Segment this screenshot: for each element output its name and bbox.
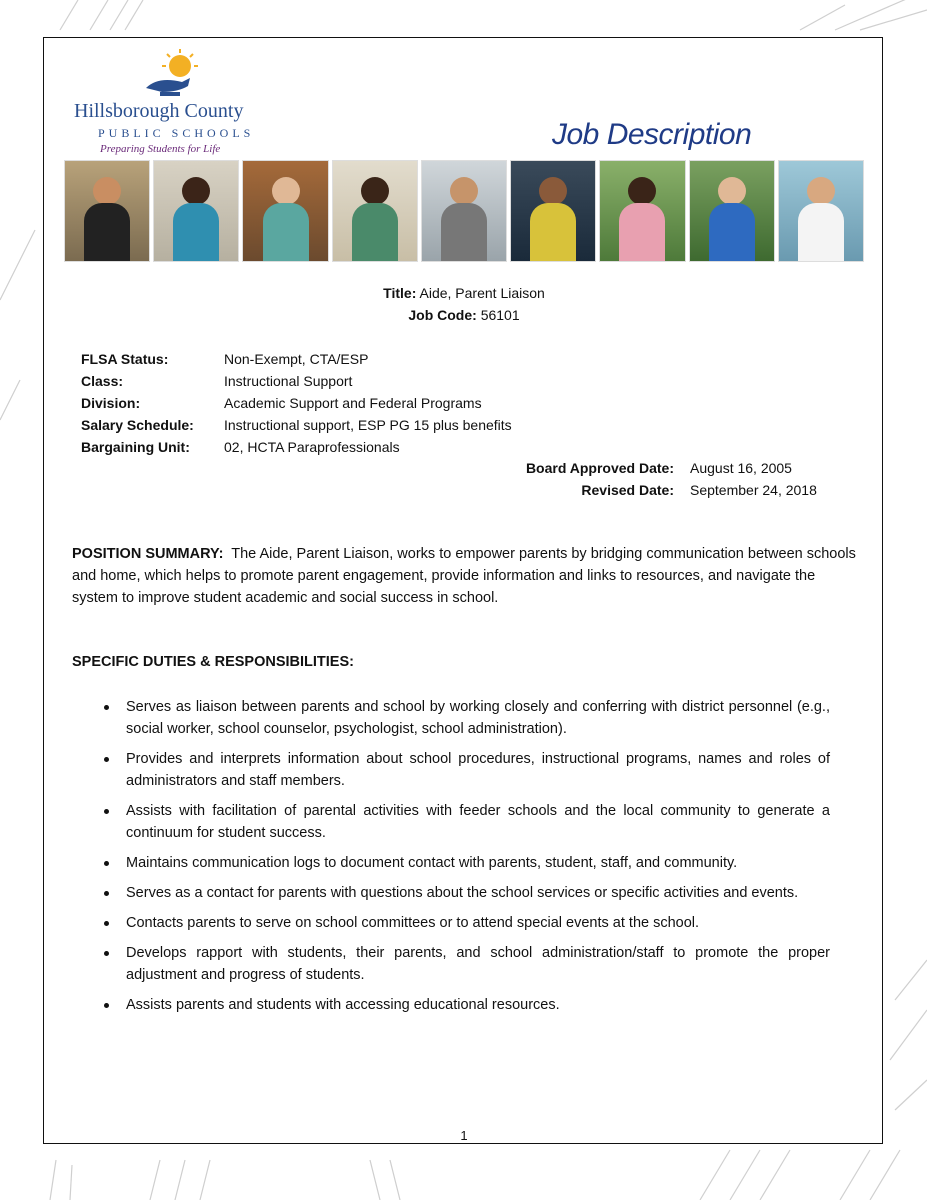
info-value: Instructional Support — [224, 373, 353, 389]
duty-text: Assists parents and students with accessing educational resources. — [126, 997, 560, 1013]
list-item — [104, 696, 830, 740]
duty-text: Maintains communication logs to document contact with parents, student, staff, and community. — [126, 855, 738, 871]
duty-text: Serves as a contact for parents with questions about the school services or specific activities and events. — [126, 885, 799, 901]
info-label: Bargaining Unit: — [81, 439, 190, 455]
lamp-icon — [138, 48, 208, 98]
staff-photo — [153, 160, 239, 262]
dates-block — [464, 457, 817, 501]
date-label: Board Approved Date: — [525, 460, 674, 476]
duty-text: Develops rapport with students, their parents, and school administration/staff to promote the proper adjustment and progress of students. — [126, 945, 830, 983]
duty-text: Serves as liaison between parents and school by working closely and conferring with district personnel (e.g., social worker, school counselor, psychologist, school administration). — [126, 699, 830, 737]
list-item — [104, 852, 830, 874]
job-title-label: Title: — [383, 285, 417, 301]
district-logo — [68, 48, 278, 158]
info-row-bargaining — [81, 436, 512, 458]
org-subtitle: PUBLIC SCHOOLS — [98, 126, 255, 140]
date-value: August 16, 2005 — [690, 460, 792, 476]
staff-photo — [689, 160, 775, 262]
job-info-table — [81, 348, 512, 458]
page-number: 1 — [460, 1128, 468, 1143]
document-page — [43, 37, 883, 1144]
staff-photo — [778, 160, 864, 262]
bullet-icon — [104, 1003, 109, 1008]
list-item — [104, 942, 830, 986]
staff-photo — [421, 160, 507, 262]
info-label: Class: — [81, 373, 124, 389]
job-title-line — [44, 285, 884, 301]
bullet-icon — [104, 757, 109, 762]
date-label: Revised Date: — [581, 482, 674, 498]
duty-text: Contacts parents to serve on school committees or to attend special events at the school. — [126, 915, 700, 931]
org-tagline: Preparing Students for Life — [100, 143, 221, 155]
list-item — [104, 994, 830, 1016]
job-title-value: Aide, Parent Liaison — [419, 285, 545, 301]
list-item — [104, 912, 830, 934]
position-summary — [72, 543, 860, 609]
info-row-flsa — [81, 348, 512, 370]
bullet-icon — [104, 951, 109, 956]
bullet-icon — [104, 705, 109, 710]
bullet-icon — [104, 891, 109, 896]
duty-text: Provides and interprets information about school procedures, instructional programs, names and roles of administrators and staff members. — [126, 751, 830, 789]
summary-label: POSITION SUMMARY: — [72, 546, 224, 562]
info-row-salary — [81, 414, 512, 436]
staff-photo — [332, 160, 418, 262]
job-code-line — [44, 307, 884, 323]
job-code-value: 56101 — [480, 307, 520, 323]
duty-text: Assists with facilitation of parental activities with feeder schools and the local community to generate a continuum for student success. — [126, 803, 830, 841]
info-value: Non-Exempt, CTA/ESP — [224, 351, 369, 367]
date-row-revised — [464, 479, 817, 501]
list-item — [104, 800, 830, 844]
bullet-icon — [104, 921, 109, 926]
date-row-approved — [464, 457, 817, 479]
date-value: September 24, 2018 — [690, 482, 817, 498]
document-type-title: Job Description — [552, 118, 752, 151]
summary-text: The Aide, Parent Liaison, works to empower parents by bridging communication between schools and home, which helps to promote parent engagement, provide information and links to resources, and navigate the system to improve student academic and social success in school. — [72, 546, 856, 606]
org-name: Hillsborough County — [74, 100, 244, 122]
info-label: Salary Schedule: — [81, 417, 194, 433]
staff-photo — [510, 160, 596, 262]
staff-photo — [64, 160, 150, 262]
info-row-division — [81, 392, 512, 414]
staff-photo — [242, 160, 328, 262]
list-item — [104, 748, 830, 792]
info-label: Division: — [81, 395, 141, 411]
staff-photo-strip — [64, 160, 864, 262]
info-label: FLSA Status: — [81, 351, 169, 367]
bullet-icon — [104, 861, 109, 866]
bullet-icon — [104, 809, 109, 814]
info-row-class — [81, 370, 512, 392]
info-value: 02, HCTA Paraprofessionals — [224, 439, 400, 455]
duties-heading: SPECIFIC DUTIES & RESPONSIBILITIES: — [72, 654, 354, 670]
info-value: Academic Support and Federal Programs — [224, 395, 482, 411]
list-item — [104, 882, 830, 904]
job-code-label: Job Code: — [408, 307, 477, 323]
staff-photo — [599, 160, 685, 262]
duties-list — [104, 696, 830, 1024]
info-value: Instructional support, ESP PG 15 plus benefits — [224, 417, 512, 433]
